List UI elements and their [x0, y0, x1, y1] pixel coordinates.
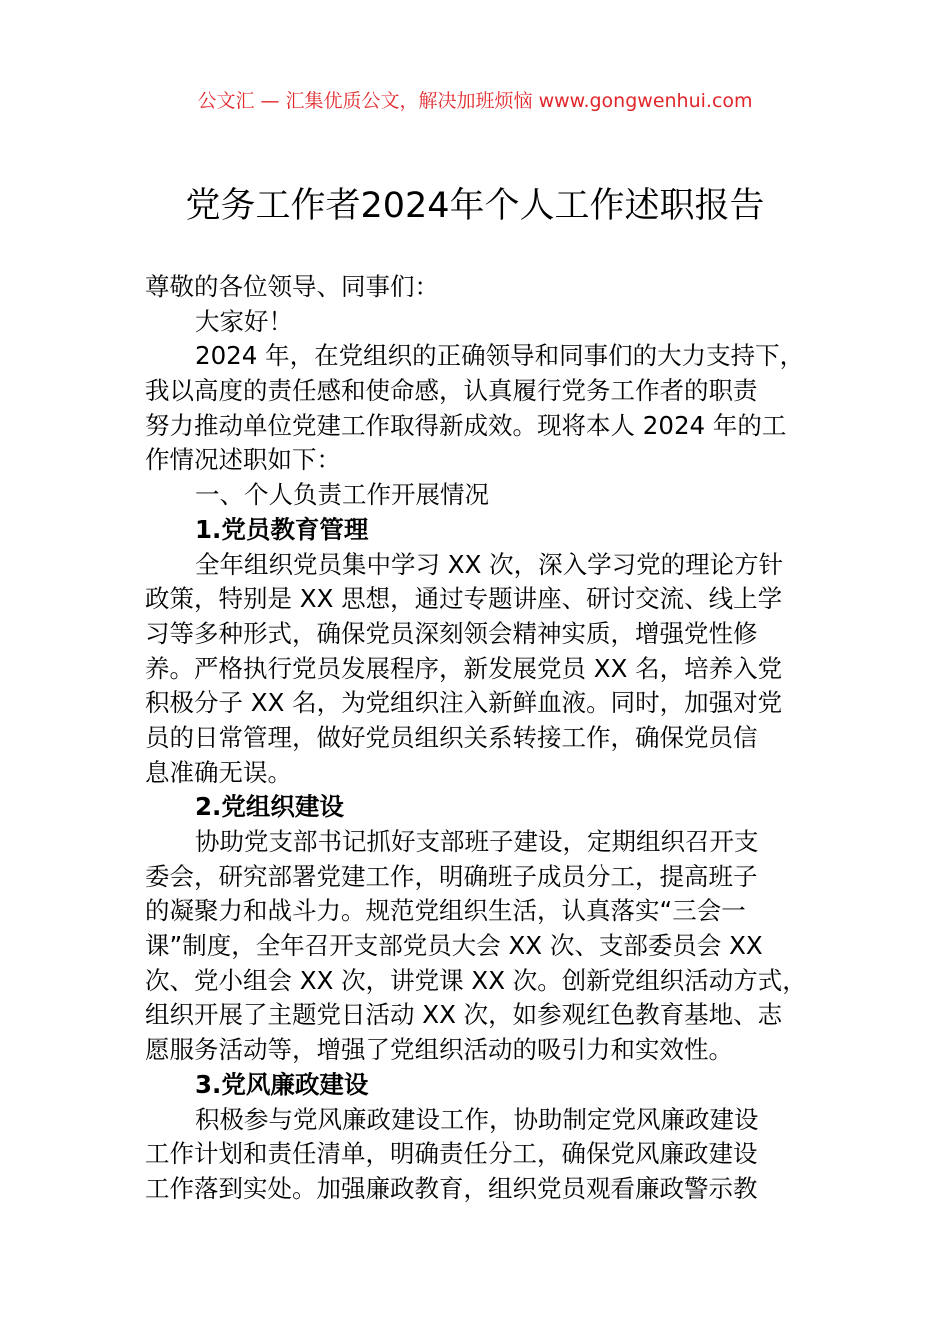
text-line: 全年组织党员集中学习 XX 次，深入学习党的理论方针 — [195, 549, 784, 579]
text-line: 息准确无误。 — [145, 757, 292, 787]
text-line: 的凝聚力和战斗力。规范党组织生活，认真落实“三会一 — [145, 896, 746, 926]
text-line: 积极分子 XX 名，为党组织注入新鲜血液。同时，加强对党 — [145, 688, 783, 718]
section-heading: 3.党风廉政建设 — [195, 1069, 369, 1099]
text-line: 课”制度，全年召开支部党员大会 XX 次、支部委员会 XX — [145, 931, 763, 961]
text-line: 作情况述职如下： — [145, 445, 341, 475]
text-line: 习等多种形式，确保党员深刻领会精神实质，增强党性修 — [145, 618, 758, 648]
text-line: 积极参与党风廉政建设工作，协助制定党风廉政建设 — [195, 1104, 759, 1134]
text-line: 尊敬的各位领导、同事们： — [145, 272, 439, 301]
text-line: 工作计划和责任清单，明确责任分工，确保党风廉政建设 — [145, 1139, 758, 1169]
text-line: 工作落到实处。加强廉政教育，组织党员观看廉政警示教 — [145, 1173, 758, 1203]
text-line: 次、党小组会 XX 次，讲党课 XX 次。创新党组织活动方式， — [145, 965, 807, 995]
text-line: 一、个人负责工作开展情况 — [195, 480, 489, 510]
text-line: 协助党支部书记抓好支部班子建设，定期组织召开支 — [195, 827, 759, 856]
text-line: 政策，特别是 XX 思想，通过专题讲座、研讨交流、线上学 — [145, 584, 783, 614]
section-heading: 1.党员教育管理 — [195, 514, 369, 544]
text-line: 组织开展了主题党日活动 XX 次，如参观红色教育基地、志 — [145, 1000, 783, 1030]
text-line: 我以高度的责任感和使命感，认真履行党务工作者的职责 — [145, 376, 758, 406]
text-line: 委会，研究部署党建工作，明确班子成员分工，提高班子 — [145, 861, 758, 891]
text-line: 大家好！ — [195, 306, 293, 336]
page-title: 党务工作者2024年个人工作述职报告 — [185, 186, 765, 226]
watermark-banner: 公文汇 — 汇集优质公文，解决加班烦恼 www.gongwenhui.com — [197, 90, 753, 112]
text-line: 努力推动单位党建工作取得新成效。现将本人 2024 年的工 — [145, 410, 787, 440]
text-line: 愿服务活动等，增强了党组织活动的吸引力和实效性。 — [145, 1035, 733, 1065]
text-line: 2024 年，在党组织的正确领导和同事们的大力支持下， — [195, 341, 805, 371]
text-line: 员的日常管理，做好党员组织关系转接工作，确保党员信 — [145, 722, 758, 752]
section-heading: 2.党组织建设 — [195, 792, 344, 822]
document-body — [145, 270, 835, 1207]
text-line: 养。严格执行党员发展程序，新发展党员 XX 名，培养入党 — [145, 653, 783, 683]
